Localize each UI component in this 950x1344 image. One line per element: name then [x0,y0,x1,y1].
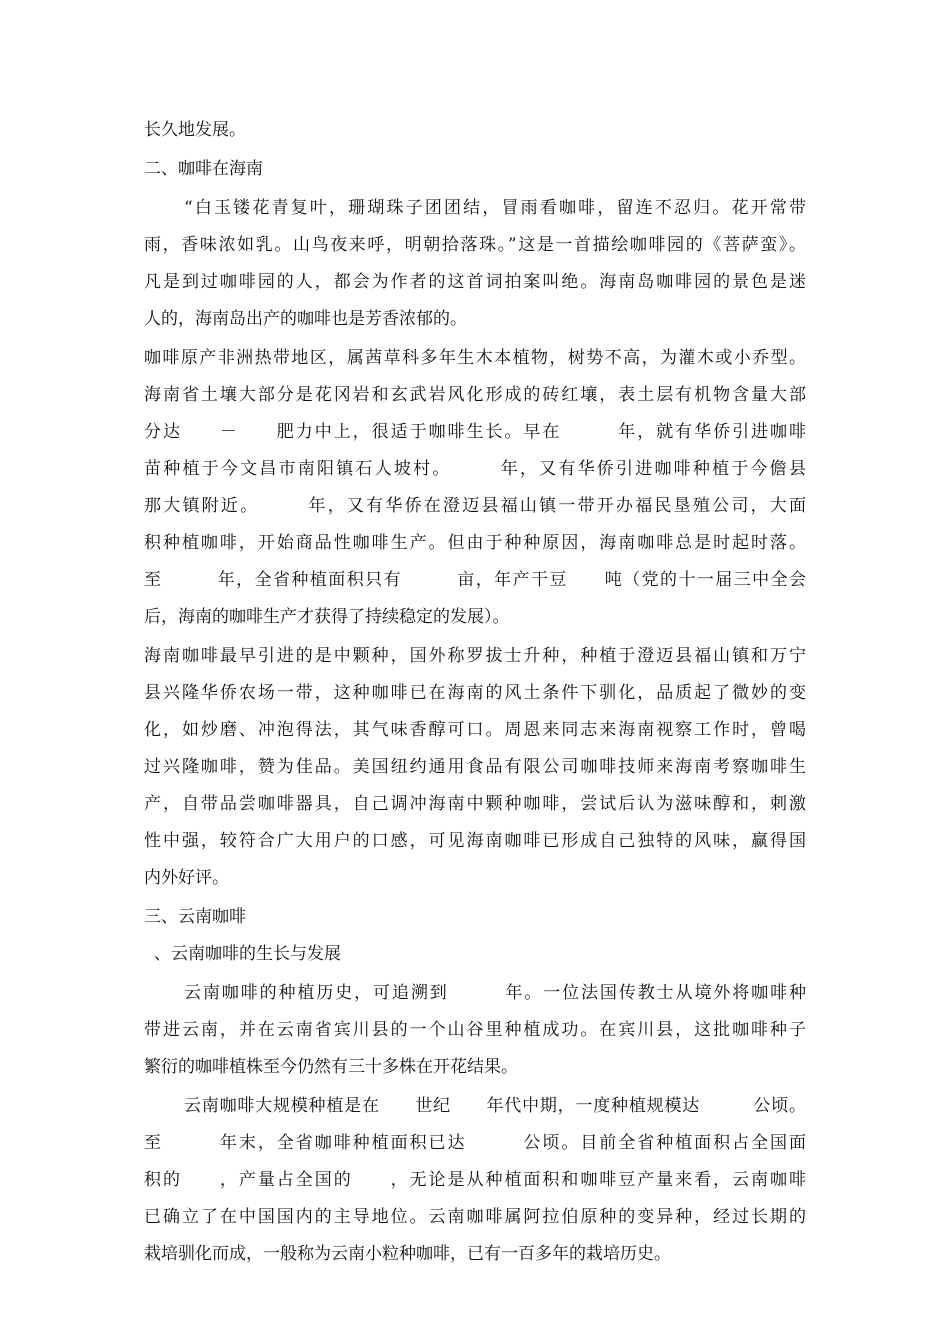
text-line: 云南咖啡大规模种植是在 世纪 年代中期，一度种植规模达 公顷。 [184,1096,806,1116]
text-line: 产，自带品尝咖啡器具，自己调冲海南中颗种咖啡，尝试后认为滋味醇和，刺激 [144,794,806,814]
text-line: 海南咖啡最早引进的是中颗种，国外称罗拔士升种，种植于澄迈县福山镇和万宁 [144,646,806,666]
text-line: 那大镇附近。 年，又有华侨在澄迈县福山镇一带开办福民垦殖公司，大面 [144,496,806,516]
text-line: 化，如炒磨、冲泡得法，其气味香醇可口。周恩来同志来海南视察工作时，曾喝 [144,720,806,740]
text-line: 后，海南的咖啡生产才获得了持续稳定的发展）。 [144,607,510,627]
section-heading: 三、云南咖啡 [144,907,246,927]
text-line: 至 年，全省种植面积只有 亩，年产干豆 吨（党的十一届三中全会 [144,570,806,590]
text-line: 长久地发展。 [144,120,246,140]
text-line: 苗种植于今文昌市南阳镇石人坡村。 年，又有华侨引进咖啡种植于今儋县 [144,459,806,479]
text-line: 县兴隆华侨农场一带，这种咖啡已在海南的风土条件下驯化，品质起了微妙的变 [144,683,806,703]
text-line: 雨，香味浓如乳。山鸟夜来呼，明朝拾落珠。”这是一首描绘咖啡园的《菩萨蛮》。 [144,235,806,255]
text-line: “白玉镂花青复叶，珊瑚珠子团团结，冒雨看咖啡，留连不忍归。花开常带 [184,198,806,218]
text-line: 人的，海南岛出产的咖啡也是芳香浓郁的。 [144,309,467,329]
section-heading: 二、咖啡在海南 [144,159,263,179]
text-line: 性中强，较符合广大用户的口感，可见海南咖啡已形成自己独特的风味，赢得国 [144,831,806,851]
text-line: 至 年末，全省咖啡种植面积已达 公顷。目前全省种植面积占全国面 [144,1133,806,1153]
text-line: 积种植咖啡，开始商品性咖啡生产。但由于种种原因，海南咖啡总是时起时落。 [144,533,806,553]
text-line: 咖啡原产非洲热带地区，属茜草科多年生木本植物，树势不高，为灌木或小乔型。 [144,348,806,368]
text-line: 过兴隆咖啡，赞为佳品。美国纽约通用食品有限公司咖啡技师来海南考察咖啡生 [144,757,806,777]
text-line: 栽培驯化而成，一般称为云南小粒种咖啡，已有一百多年的栽培历史。 [144,1244,671,1264]
text-line: 带进云南，并在云南省宾川县的一个山谷里种植成功。在宾川县，这批咖啡种子 [144,1020,806,1040]
text-line: 云南咖啡的种植历史，可追溯到 年。一位法国传教士从境外将咖啡种 [184,983,806,1003]
text-line: 内外好评。 [144,868,229,888]
text-line: 已确立了在中国国内的主导地位。云南咖啡属阿拉伯原种的变异种，经过长期的 [144,1207,806,1227]
text-line: 积的 ，产量占全国的 ，无论是从种植面积和咖啡豆产量来看，云南咖啡 [144,1170,806,1190]
text-line: 分达 － 肥力中上，很适于咖啡生长。早在 年，就有华侨引进咖啡 [144,422,806,442]
text-line: 繁衍的咖啡植株至今仍然有三十多株在开花结果。 [144,1057,518,1077]
subsection-heading: 、云南咖啡的生长与发展 [154,944,341,964]
text-line: 海南省土壤大部分是花冈岩和玄武岩风化形成的砖红壤，表土层有机物含量大部 [144,385,806,405]
text-line: 凡是到过咖啡园的人，都会为作者的这首词拍案叫绝。海南岛咖啡园的景色是迷 [144,272,806,292]
